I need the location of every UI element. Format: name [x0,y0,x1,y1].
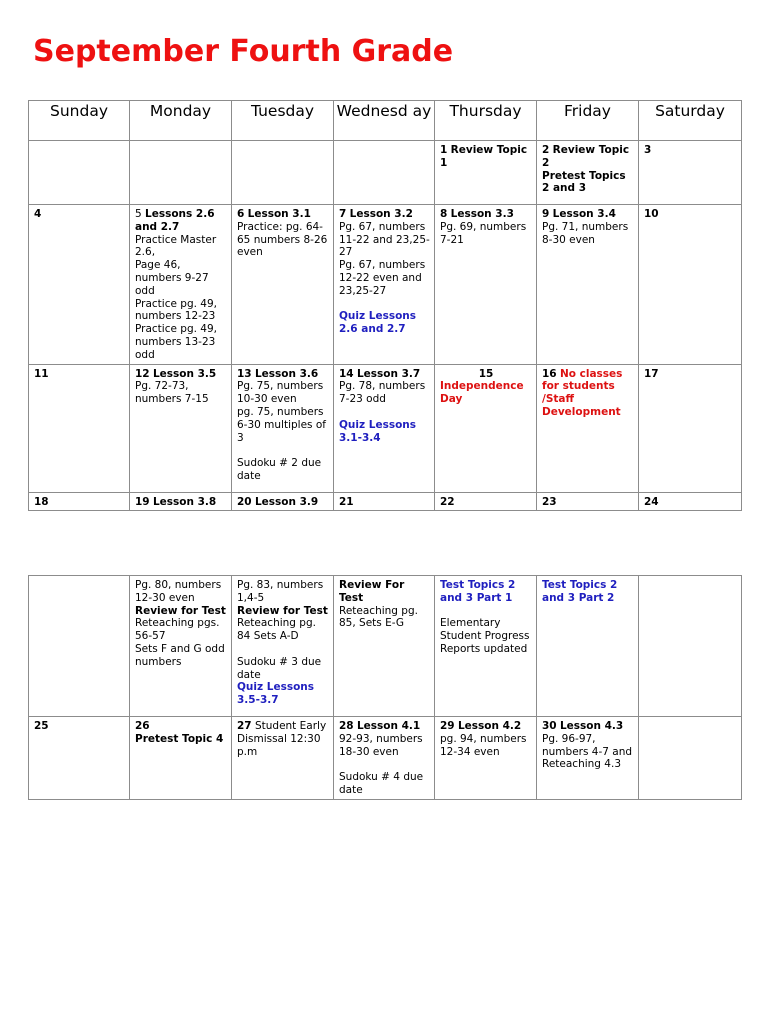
day-label: Lesson 4.2 [457,720,522,732]
week-row-4-continued [29,576,742,717]
day-number: 9 [542,208,550,220]
day-number: 29 [440,720,455,732]
day-label: Lesson 3.4 [552,208,616,220]
assignment-line: Pg. 75, numbers 10-30 even [237,380,324,406]
day-number: 12 [135,367,150,380]
day-cell-9 [537,205,639,365]
day-cell-20-cont [232,576,334,717]
assignment-line: Reteaching pg. 85, Sets E-G [339,604,418,630]
day-cell-8 [435,205,537,365]
day-number: 10 [644,208,659,220]
assignment-line: Reteaching pg. 84 Sets A-D [237,617,316,643]
holiday-label: No classes for students /Staff Development [542,367,623,418]
assignment-line: Pg. 80, numbers 12-30 even [135,579,222,604]
day-cell-3 [639,141,742,205]
day-label: Lesson 3.3 [450,208,514,220]
day-label: Lessons 2.6 and 2.7 [135,208,215,233]
day-extra: Pretest Topics 2 and 3 [542,169,626,195]
assignment-line: 92-93, numbers 18-30 even [339,732,423,758]
day-cell-19-cont [130,576,232,717]
day-number: 3 [644,144,652,156]
day-cell-13 [232,364,334,492]
day-label: Review Topic 1 [440,144,528,169]
day-number: 26 [135,720,150,732]
week-row-1 [29,141,742,205]
assignment-line: Pg. 67, numbers 12-22 even and 23,25-27 [339,259,426,297]
calendar-table-continued [28,575,742,800]
assignment-line: Practice Master 2.6, [135,233,217,259]
spacer [339,758,430,771]
day-number: 14 [339,367,354,380]
day-cell-empty [29,141,130,205]
day-cell-11 [29,364,130,492]
day-cell-1 [435,141,537,205]
header-saturday: Saturday [639,101,742,141]
review-label: Review for Test [237,604,328,617]
header-wednesday: Wednesd ay [334,101,435,141]
day-cell-empty [232,141,334,205]
week-row-2 [29,205,742,365]
day-number: 21 [339,495,354,508]
header-row [29,101,742,141]
day-number: 4 [34,208,42,220]
assignment-line: Practice pg. 49, numbers 12-23 [135,297,217,323]
day-number: 18 [34,495,49,508]
day-cell-empty [639,576,742,717]
day-cell-14 [334,364,435,492]
assignment-line: Pg. 72-73, numbers 7-15 [135,380,209,406]
assignment-line: Pg. 67, numbers 11-22 and 23,25-27 [339,220,430,259]
day-number: 24 [644,495,659,508]
day-label: Pretest Topic 4 [135,732,224,745]
assignment-line: Pg. 71, numbers 8-30 even [542,220,629,246]
day-number: 23 [542,495,557,508]
day-label: Lesson 3.6 [254,367,319,380]
assignment-line: Pg. 78, numbers 7-23 odd [339,380,426,406]
day-cell-20 [232,492,334,511]
day-label: Lesson 4.1 [356,720,421,732]
header-sunday: Sunday [29,101,130,141]
day-number: 15 [478,367,494,380]
spacer [339,406,430,419]
day-cell-empty [29,576,130,717]
day-number: 20 [237,495,252,508]
day-cell-5 [130,205,232,365]
day-cell-22-cont [435,576,537,717]
sudoku-note: Sudoku # 2 due date [237,457,322,482]
week-row-4 [29,492,742,511]
calendar-table [28,100,742,511]
day-cell-19 [130,492,232,511]
day-cell-24 [639,492,742,511]
day-label: Lesson 4.3 [559,720,624,732]
day-cell-2 [537,141,639,205]
day-cell-16 [537,364,639,492]
day-number: 13 [237,367,252,380]
day-cell-23 [537,492,639,511]
day-number: 19 [135,495,150,508]
assignment-line: Pg. 96-97, numbers 4-7 and Reteaching 4.3 [542,732,633,771]
quiz-label: Quiz Lessons 2.6 and 2.7 [339,310,417,336]
day-cell-15 [435,364,537,492]
day-cell-26 [130,717,232,800]
day-label: Lesson 3.5 [152,367,217,380]
assignment-line: Practice: pg. 64-65 numbers 8-26 even [237,220,328,259]
day-label: Lesson 3.2 [349,208,413,220]
day-number: 28 [339,720,354,732]
day-cell-29 [435,717,537,800]
week-row-3 [29,364,742,492]
week-row-5 [29,717,742,800]
day-cell-empty [334,141,435,205]
header-monday: Monday [130,101,232,141]
review-label: Review for Test [135,604,226,617]
day-number: 25 [34,720,49,732]
day-number: 8 [440,208,448,220]
day-number: 5 [135,208,142,220]
page-title: September Fourth Grade [33,34,454,69]
day-label: Lesson 3.7 [356,367,421,380]
progress-note: Elementary Student Progress Reports updated [440,617,530,655]
day-cell-30 [537,717,639,800]
day-number: 1 [440,144,448,156]
day-cell-7 [334,205,435,365]
day-label: Lesson 3.1 [247,208,311,220]
day-label: Review Topic 2 [542,144,630,169]
quiz-label: Quiz Lessons 3.1-3.4 [339,418,417,444]
day-cell-12 [130,364,232,492]
review-label: Review For Test [339,579,405,604]
day-cell-25 [29,717,130,800]
day-cell-4 [29,205,130,365]
day-number: 30 [542,720,557,732]
sudoku-note: Sudoku # 4 due date [339,771,424,796]
day-label: Lesson 3.9 [254,495,319,508]
day-cell-18 [29,492,130,511]
day-cell-17 [639,364,742,492]
day-number: 27 [237,720,252,732]
day-cell-22 [435,492,537,511]
day-number: 7 [339,208,347,220]
day-cell-21-cont [334,576,435,717]
day-number: 17 [644,367,659,380]
assignment-line: Pg. 83, numbers 1,4-5 [237,579,324,604]
spacer [237,643,329,656]
assignment-line: Page 46, numbers 9-27 odd [135,259,209,297]
assignment-line: Sets F and G odd numbers [135,642,225,668]
assignment-line: Reteaching pgs. 56-57 [135,617,220,643]
day-cell-empty [130,141,232,205]
day-cell-21 [334,492,435,511]
day-cell-23-cont [537,576,639,717]
assignment-line: pg. 75, numbers 6-30 multiples of 3 [237,405,326,444]
header-thursday: Thursday [435,101,537,141]
day-number: 2 [542,144,550,156]
holiday-label: Independence Day [440,380,524,406]
assignment-line: Pg. 69, numbers 7-21 [440,220,527,246]
test-label: Test Topics 2 and 3 Part 2 [542,579,618,604]
header-friday: Friday [537,101,639,141]
spacer [237,444,329,457]
day-label: Student Early Dismissal 12:30 p.m [237,720,327,758]
sudoku-note: Sudoku # 3 due date [237,655,322,681]
day-cell-10 [639,205,742,365]
spacer [440,605,532,618]
day-label: Lesson 3.8 [152,495,217,508]
day-number: 11 [34,367,49,380]
quiz-label: Quiz Lessons 3.5-3.7 [237,681,315,707]
day-cell-27 [232,717,334,800]
spacer [339,298,430,311]
header-tuesday: Tuesday [232,101,334,141]
day-cell-empty [639,717,742,800]
assignment-line: Practice pg. 49, numbers 13-23 odd [135,323,217,361]
day-cell-6 [232,205,334,365]
day-cell-28 [334,717,435,800]
assignment-line: pg. 94, numbers 12-34 even [440,732,527,758]
day-number: 6 [237,208,245,220]
day-number: 16 [542,367,557,380]
test-label: Test Topics 2 and 3 Part 1 [440,579,516,604]
day-number: 22 [440,495,455,508]
